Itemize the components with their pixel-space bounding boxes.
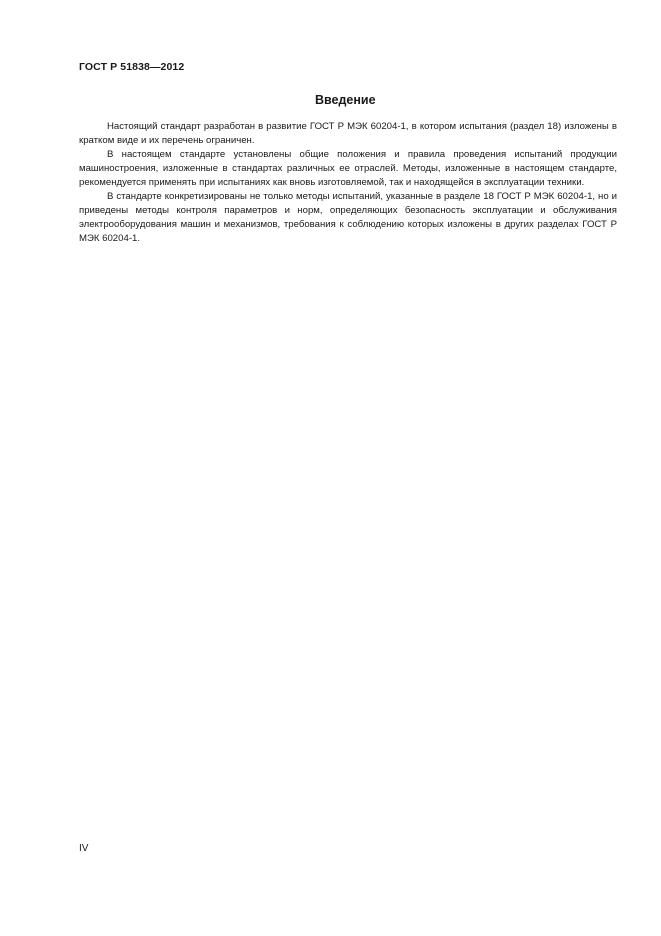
page-number: IV	[79, 843, 89, 854]
section-title: Введение	[315, 93, 376, 107]
paragraph-3: В стандарте конкретизированы не только методы испытаний, указанные в разделе 18 ГОСТ Р МЭК 60204-1, но и приведены методы контроля параметров и норм, определяющих безопасность эксплуатации и обслуживания электрооборудования машин и механизмов, требования к соблюдению которых изложены в других разделах ГОСТ Р МЭК 60204-1.	[79, 191, 617, 244]
body-text	[79, 120, 617, 246]
paragraph-2: В настоящем стандарте установлены общие положения и правила проведения испытаний продукции машиностроения, изложенные в стандартах различных ее отраслей. Методы, изложенные в настоящем стандарте, рекомендуется применять при испытаниях как вновь изготовляемой, так и находящейся в эксплуатации техники.	[79, 149, 617, 188]
standard-header: ГОСТ Р 51838—2012	[79, 61, 185, 73]
paragraph-1: Настоящий стандарт разработан в развитие ГОСТ Р МЭК 60204-1, в котором испытания (раздел 18) изложены в кратком виде и их перечень ограничен.	[79, 121, 617, 146]
